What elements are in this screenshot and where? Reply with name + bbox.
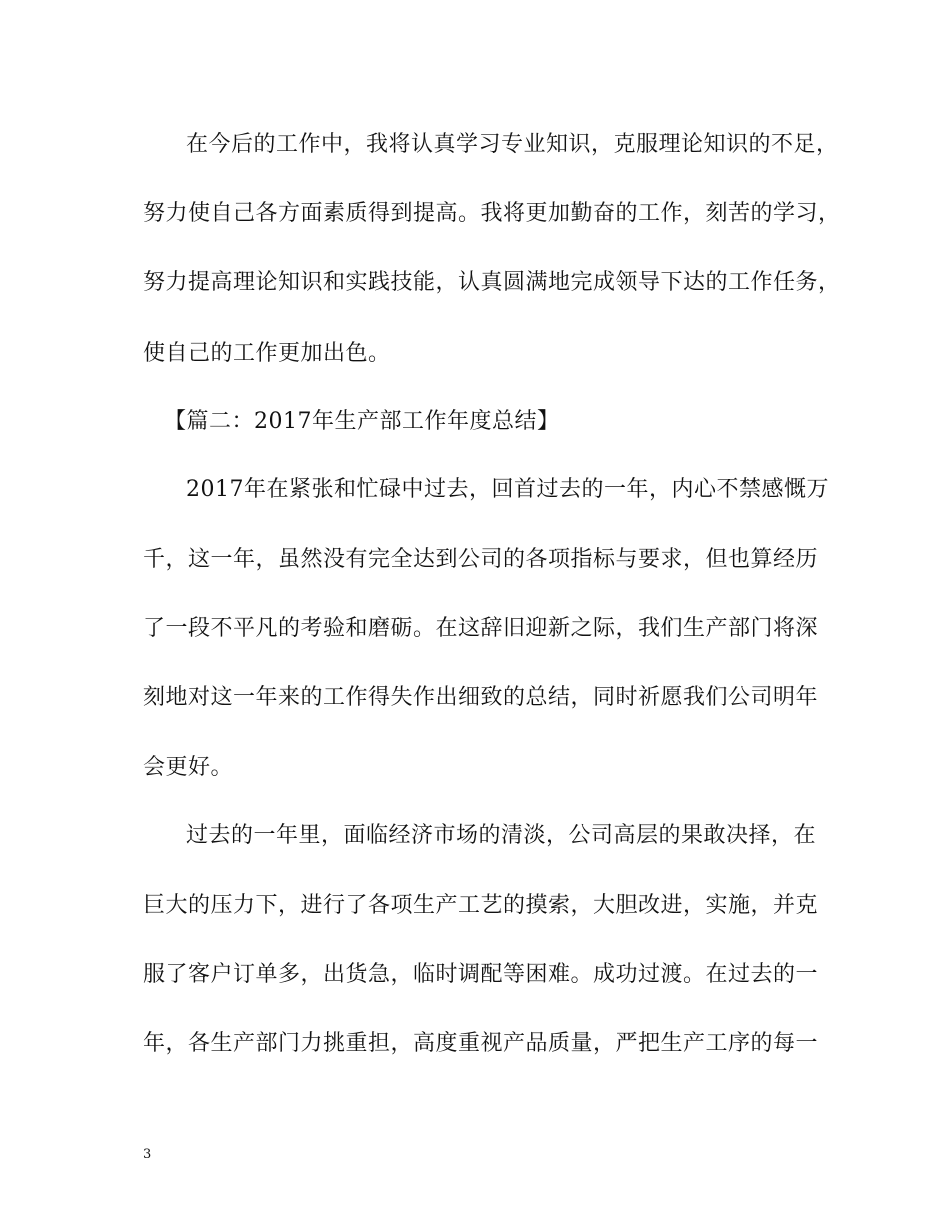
paragraph-2-line-4: 刻地对这一年来的工作得失作出细致的总结，同时祈愿我们公司明年 [143,685,819,710]
paragraph-2-line-3: 了一段不平凡的考验和磨砺。在这辞旧迎新之际，我们生产部门将深 [143,616,819,641]
page-number: 3 [143,1147,152,1162]
paragraph-3-line-2: 巨大的压力下，进行了各项生产工艺的摸索，大胆改进，实施，并克 [143,893,819,918]
paragraph-1-line-3: 努力提高理论知识和实践技能，认真圆满地完成领导下达的工作任务， [143,270,841,295]
paragraph-1-line-2: 努力使自己各方面素质得到提高。我将更加勤奋的工作，刻苦的学习， [143,201,841,226]
paragraph-3-line-3: 服了客户订单多，出货急，临时调配等困难。成功过渡。在过去的一 [143,962,819,987]
section-heading: 【篇二：2017年生产部工作年度总结】 [164,409,560,434]
paragraph-1-line-4: 使自己的工作更加出色。 [143,341,391,366]
paragraph-1-line-1: 在今后的工作中，我将认真学习专业知识，克服理论知识的不足， [186,132,839,157]
paragraph-2-line-5: 会更好。 [143,755,234,780]
paragraph-3-line-1: 过去的一年里，面临经济市场的清淡，公司高层的果敢决择，在 [186,823,817,848]
paragraph-3-line-4: 年，各生产部门力挑重担，高度重视产品质量，严把生产工序的每一 [143,1031,819,1056]
paragraph-2-line-2: 千，这一年，虽然没有完全达到公司的各项指标与要求，但也算经历 [143,547,819,572]
paragraph-2-line-1: 2017年在紧张和忙碌中过去，回首过去的一年，内心不禁感慨万 [186,477,829,502]
